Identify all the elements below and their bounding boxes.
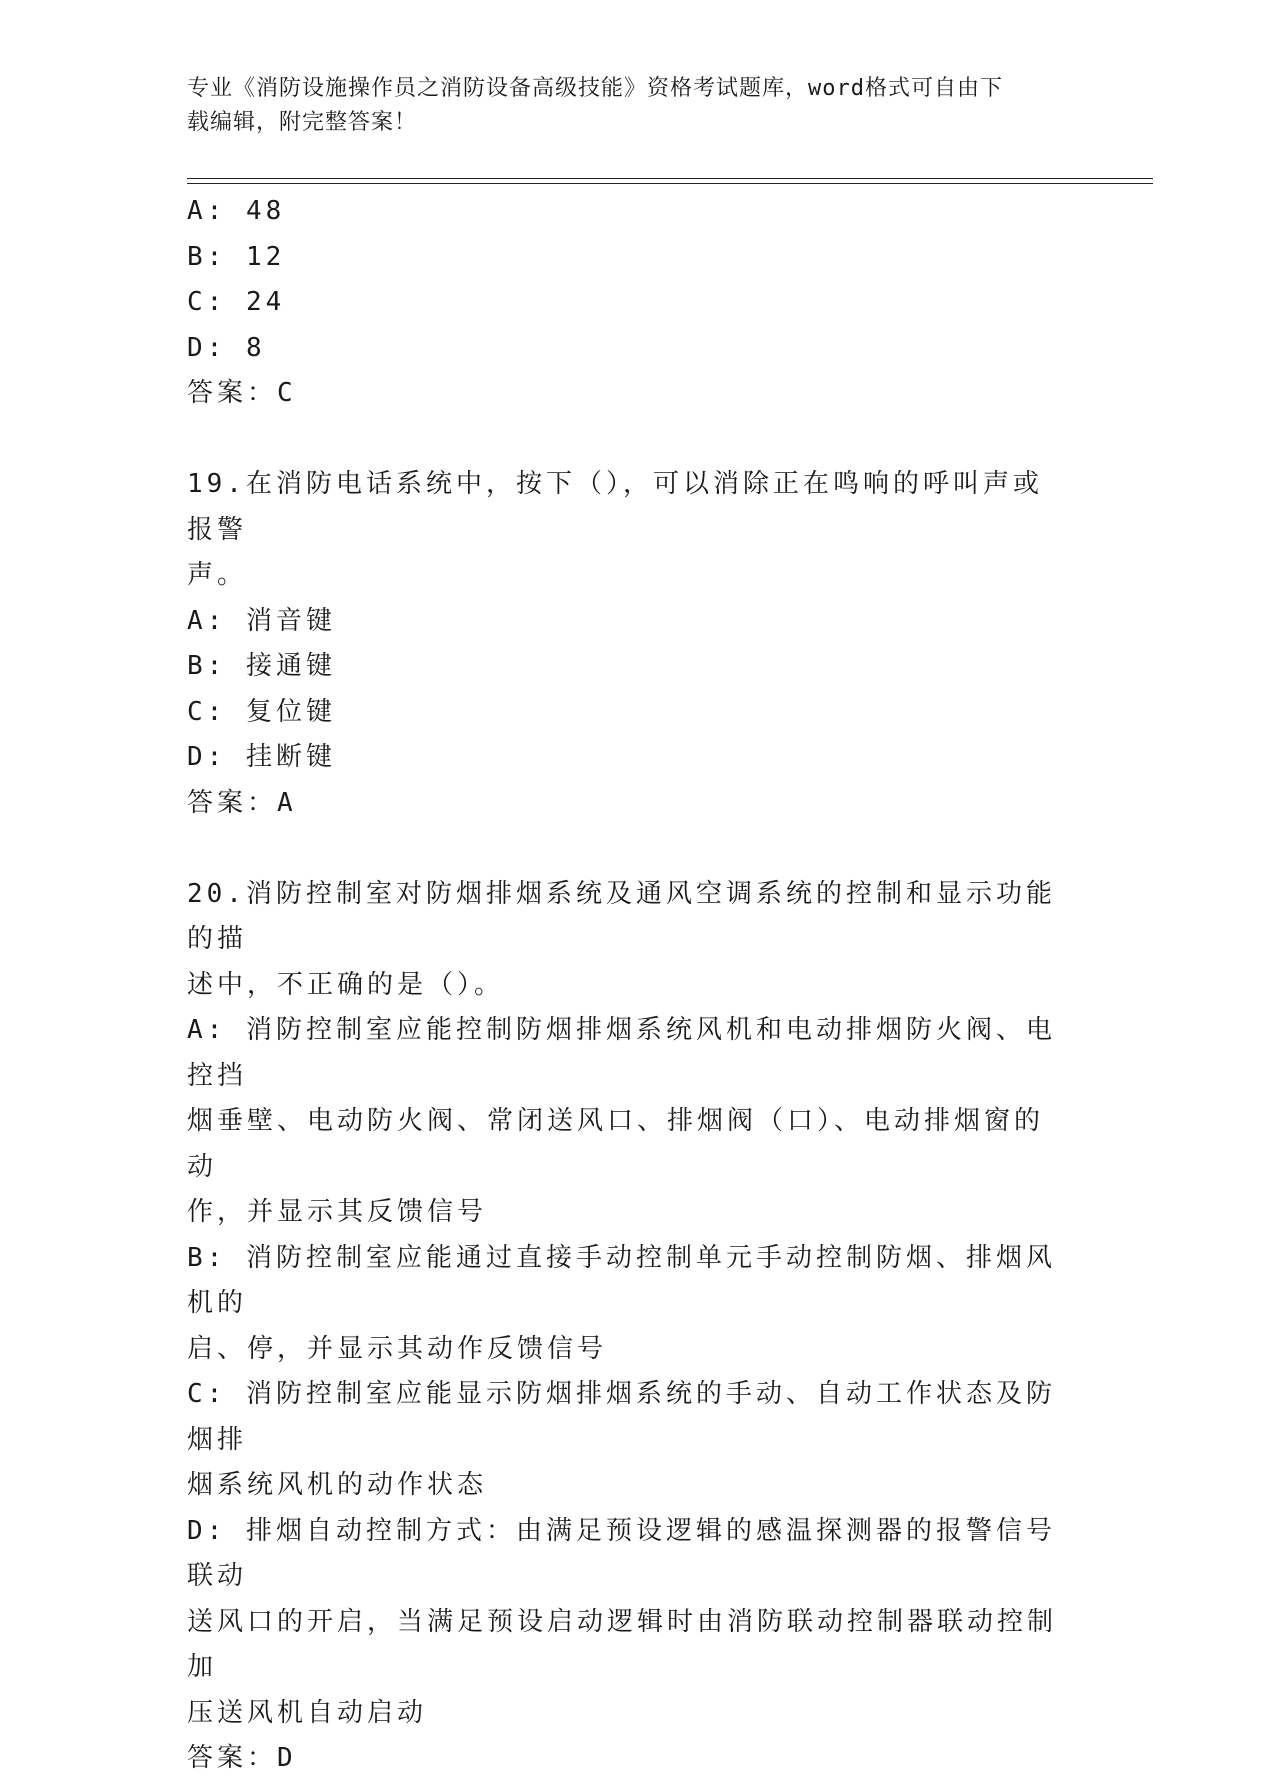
option-a-line-1: A: 消防控制室应能控制防烟排烟系统风机和电动排烟防火阀、电控挡	[187, 1015, 1056, 1091]
answer-line	[187, 371, 1067, 417]
answer-value: A	[277, 787, 297, 818]
option-d-line-2: 送风口的开启，当满足预设启动逻辑时由消防联动控制器联动控制加	[187, 1606, 1058, 1682]
question-19	[187, 462, 1067, 826]
question-stem-line-2: 声。	[187, 560, 248, 590]
option-c: C: 复位键	[187, 696, 336, 727]
answer-label: 答案：	[187, 787, 278, 818]
document-header	[187, 72, 1067, 140]
answer-label: 答案：	[187, 1743, 278, 1773]
answer-label: 答案：	[187, 378, 278, 408]
header-line-1: 专业《消防设施操作员之消防设备高级技能》资格考试题库，word格式可自由下	[187, 76, 1003, 101]
header-line-2: 载编辑，附完整答案！	[187, 110, 418, 135]
option-d: D: 挂断键	[187, 742, 336, 772]
answer-line	[187, 1736, 1067, 1782]
option-b: B: 12	[187, 241, 286, 272]
option-c: C: 24	[187, 287, 286, 317]
question-content	[187, 189, 1067, 1782]
option-a-line-3: 作，并显示其反馈信号	[187, 1197, 488, 1227]
answer-line	[187, 781, 1067, 827]
option-a: A: 消音键	[187, 605, 336, 636]
option-b-line-2: 启、停，并显示其动作反馈信号	[187, 1333, 608, 1364]
question-stem-line-2: 述中，不正确的是（）。	[187, 969, 505, 1000]
header-divider-bottom	[187, 183, 1153, 184]
option-b: B: 接通键	[187, 651, 336, 681]
question-20	[187, 872, 1067, 1782]
spacer	[187, 417, 1067, 463]
option-d-line-3: 压送风机自动启动	[187, 1697, 428, 1728]
question-stem-line-1: 19.在消防电话系统中，按下（），可以消除正在鸣响的呼叫声或报警	[187, 469, 1043, 545]
option-a: A: 48	[187, 196, 286, 226]
option-c-line-2: 烟系统风机的动作状态	[187, 1470, 488, 1500]
question-stem-line-1: 20.消防控制室对防烟排烟系统及通风空调系统的控制和显示功能的描	[187, 878, 1056, 954]
option-d-line-1: D: 排烟自动控制方式：由满足预设逻辑的感温探测器的报警信号联动	[187, 1515, 1056, 1591]
answer-value: C	[277, 378, 297, 408]
option-b-line-1: B: 消防控制室应能通过直接手动控制单元手动控制防烟、排烟风机的	[187, 1242, 1056, 1318]
header-divider-top	[187, 178, 1153, 179]
option-a-line-2: 烟垂壁、电动防火阀、常闭送风口、排烟阀（口）、电动排烟窗的动	[187, 1106, 1045, 1182]
option-d: D: 8	[187, 332, 266, 363]
spacer	[187, 826, 1067, 872]
question-18	[187, 189, 1067, 417]
answer-value: D	[277, 1743, 297, 1773]
option-c-line-1: C: 消防控制室应能显示防烟排烟系统的手动、自动工作状态及防烟排	[187, 1379, 1056, 1455]
